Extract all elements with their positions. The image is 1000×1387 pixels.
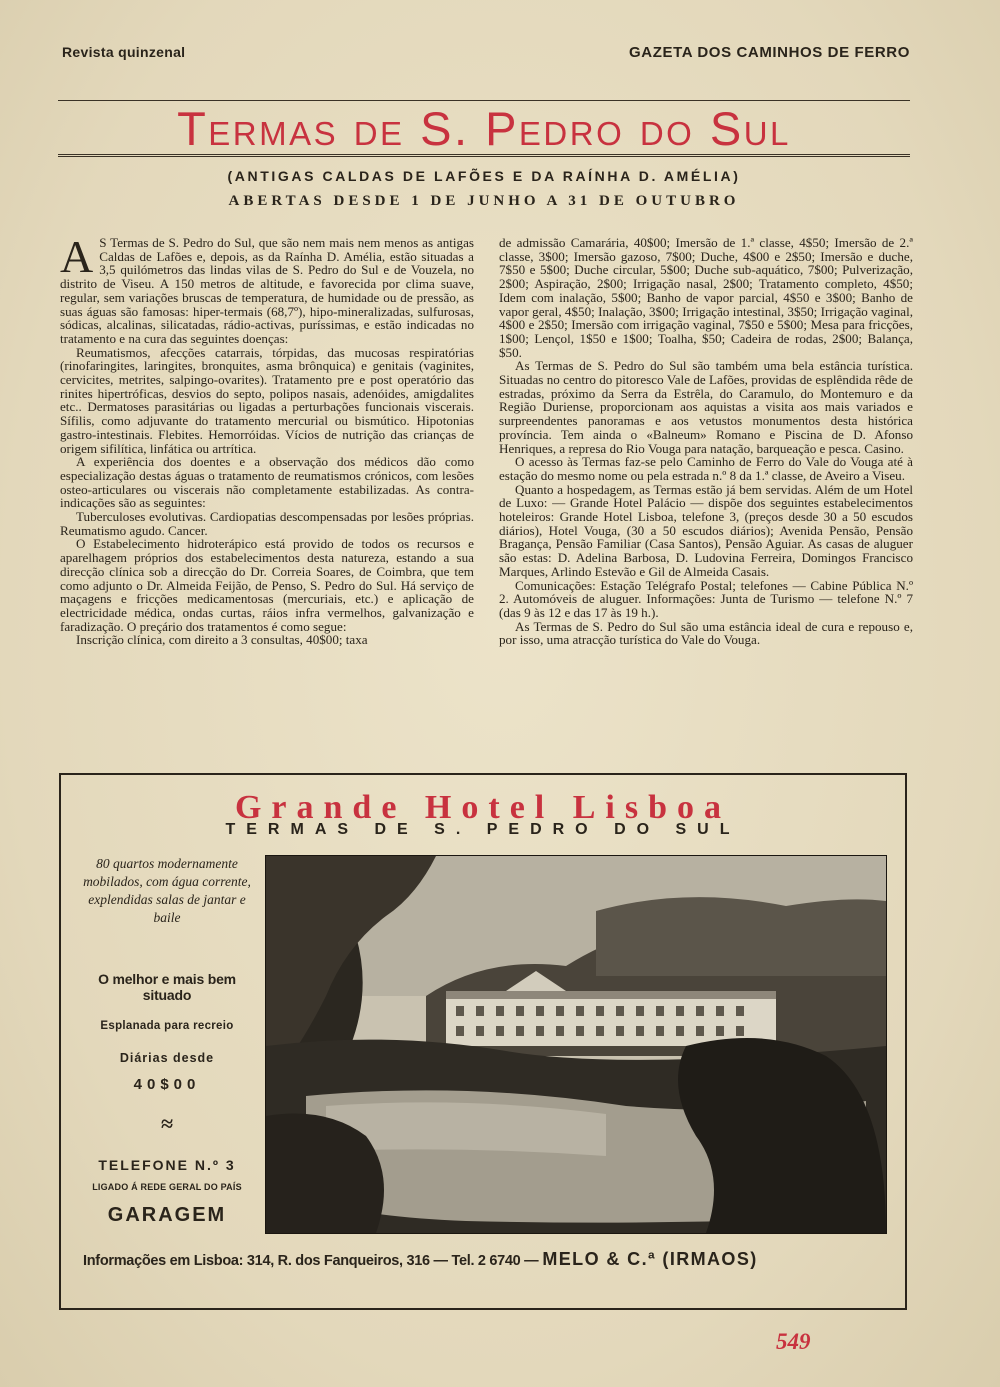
ad-firm-name: MELO & C.ª (IRMAOS) — [542, 1249, 758, 1269]
ad-phone: TELEFONE N.º 3 — [98, 1157, 236, 1173]
ad-subtitle: TERMAS DE S. PEDRO DO SUL — [225, 821, 741, 838]
top-rule — [58, 100, 910, 101]
drop-cap: A — [60, 231, 94, 282]
ad-garage: GARAGEM — [107, 1204, 227, 1226]
article-paragraph: O Estabelecimento hidroterápico está provido de todos os recursos e aparelhagem próprios dos estabelecimentos desta natureza, estando a sua direcção clínica sob a direcção do Dr. Correia Soares, de Coimbra, que tem como adjunto o Dr. Almeida Feijão, de Penso, S. Pedro do Sul. Há serviço de maçagens e fricções medicamentosas (mercuriais, etc.) e aplicação de electricidade médica, ondas curtas, ráios infra vermelhos, galvanização e faradização. O preçário dos tratamentos é como segue: — [60, 536, 474, 634]
ad-tagline: O melhor e mais bem situado — [98, 971, 236, 1003]
title-rule — [58, 154, 910, 159]
ad-rates-label: Diárias desde — [119, 1051, 215, 1065]
ad-price: 40$00 — [133, 1076, 201, 1093]
article-paragraph: de admissão Camarária, 40$00; Imersão de 1.ª classe, 4$50; Imersão de 2.ª classe, 3$00; Imersão gazoso, 7$00; Duche, 4$00 e 2$50; Imersão e duche, 7$50 e 5$00; Duche circular, 5$00; Duche sub-aquático, 7$00; Pulverização, 2$00; Aspiração, 2$00; Irrigação nasal, 2$00; Tratamento completo, 4$50; Idem com inalação, 5$00; Banho de vapor parcial, 4$50 e 3$00; Banho de vapor geral, 4$50; Inalação, 3$00; Irrigação intestinal, 3$50; Irrigação vaginal, 4$00 e 2$50; Imersão com irrigação vaginal, 7$50 e 5$00; Mesa para fricções, 1$00; Lençol, 1$50 e 1$00; Toalha, $50; Cadeira de rodas, 2$00; Balança, $50. — [499, 235, 913, 360]
running-header-right: GAZETA DOS CAMINHOS DE FERRO — [629, 44, 910, 61]
article-season: ABERTAS DESDE 1 DE JUNHO A 31 DE OUTUBRO — [228, 193, 740, 209]
article-paragraph: Reumatismos, afecções catarrais, tórpidas, das mucosas respiratórias (rinofaringites, laringites, bronquites, asma brônquica) e genitais (vaginites, cervicites, metrites, salpingo-ovarites). Tratamento pre e post operatório das rinites hipertróficas, desvios do septo, polipos nasais, adenóides, amigdalites etc.. Dermatoses parasitárias ou ligadas a perturbações funcionais viscerais. Sífilis, como adjuvante do tratamento mercurial ou bismútico. Hipotonias gastro-intestinais. Flebites. Hemorróidas. Vícios de nutrição das crianças de origem sifilítica, linfática ou artrítica. — [60, 344, 474, 456]
hotel-advertisement — [59, 773, 907, 1310]
article-column-left — [60, 231, 474, 648]
ad-esplanada: Esplanada para recreio — [100, 1020, 234, 1032]
ad-footer-info: Informações em Lisboa: 314, R. dos Fanqueiros, 316 — Tel. 2 6740 — — [83, 1253, 539, 1269]
article-paragraph: As Termas de S. Pedro do Sul são uma estância ideal de cura e repouso e, por isso, uma atracção turística do Vale do Vouga. — [499, 618, 913, 648]
article-paragraph: A experiência dos doentes e a observação dos médicos dão como especialização destas águas o tratamento de reumatismos crónicos, com lesões osteo-articulares ou viscerais não completamente estabilizadas. As contra-indicações são as seguintes: — [60, 454, 474, 511]
article-paragraph: As Termas de S. Pedro do Sul são também uma bela estância turística. Situadas no centro do pitoresco Vale de Lafões, providas de esplêndida rêde de estradas, próximo da Serra da Estrêla, do Caramulo, do Montemuro e da Região Duriense, proporcionam aos aquistas a visita aos mais variados e surpreendentes panoramas e aos vetustos monumentos desta histórica província. Tem ainda o «Balneum» Romano e Piscina de D. Afonso Henriques, a represa do Rio Vouga para natação, barqueação e pesca. Casino. — [499, 358, 913, 456]
article-column-right — [499, 236, 913, 647]
page-number: 549 — [776, 1329, 811, 1354]
ad-title: Grande Hotel Lisboa — [234, 789, 732, 826]
ad-description: 80 quartos modernamente mobilados, com água corrente, explendidas salas de jantar e baile — [83, 856, 251, 925]
article-paragraph: Tuberculoses evolutivas. Cardiopatias descompensadas por lesões próprias. Reumatismo agudo. Cancer. — [60, 509, 474, 538]
running-header-left: Revista quinzenal — [62, 44, 186, 60]
ad-footer — [83, 1249, 893, 1270]
article-paragraph: O acesso às Termas faz-se pelo Caminho de Ferro do Vale do Vouga até à estação do mesmo nome ou pela estrada n.º 8 da 1.ª classe, de Aveiro a Viseu. — [499, 454, 913, 483]
article-paragraph: Quanto a hospedagem, as Termas estão já bem servidas. Além de um Hotel de Luxo: — Grande Hotel Palácio — dispõe dos seguintes estabelecimentos hoteleiros: Grande Hotel Lisboa, telefone 3, (preços desde 30 a 50 escudos diários), Hotel Vouga, (30 a 50 escudos diários); Avenida Pensão, Pensão Bragança, Pensão Familiar (Casa Santos), Pensão Aguiar. As casas de aluguer são estas: D. Adelina Barbosa, D. Ludovina Ferreira, Domingos Francisco Marques, Arlindo Estevão e Gil de Almeida Casais. — [499, 481, 913, 579]
article-paragraph: Inscrição clínica, com direito a 3 consultas, 40$00; taxa — [76, 632, 368, 648]
ad-ornament: ≈ — [160, 1111, 174, 1136]
article-title: Termas de S. Pedro do Sul — [177, 102, 791, 155]
ad-network: LIGADO Á REDE GERAL DO PAÍS — [92, 1182, 242, 1192]
article-paragraph: Comunicações: Estação Telégrafo Postal; telefones — Cabine Pública N.º 2. Automóveis de aluguer. Informações: Junta de Turismo — telefone N.º 7 (das 9 às 12 e das 17 às 19 h.). — [499, 577, 913, 620]
article-paragraph: A S Termas de S. Pedro do Sul, que são nem mais nem menos as antigas Caldas de Lafões e, depois, as da Raínha D. Amélia, estão situadas a 3,5 quilómetros das lindas vilas de S. Pedro do Sul e de Vouzela, no distrito de Viseu. A 150 metros de altitude, e favorecida por clima suave, regular, sem variações bruscas de temperatura, de humidade ou de pressão, as suas águas são famosas: hiper-termais (68,7º), hipo-mineralizadas, sulfurosas, sódicas, alcalinas, silicatadas, rádio-activas, puríssimas, e estão indicadas no tratamento e na cura das seguintes doenças: — [60, 231, 474, 346]
hotel-lake-photo — [265, 855, 887, 1234]
article-subtitle: (ANTIGAS CALDAS DE LAFÕES E DA RAÍNHA D. AMÉLIA) — [227, 168, 741, 184]
